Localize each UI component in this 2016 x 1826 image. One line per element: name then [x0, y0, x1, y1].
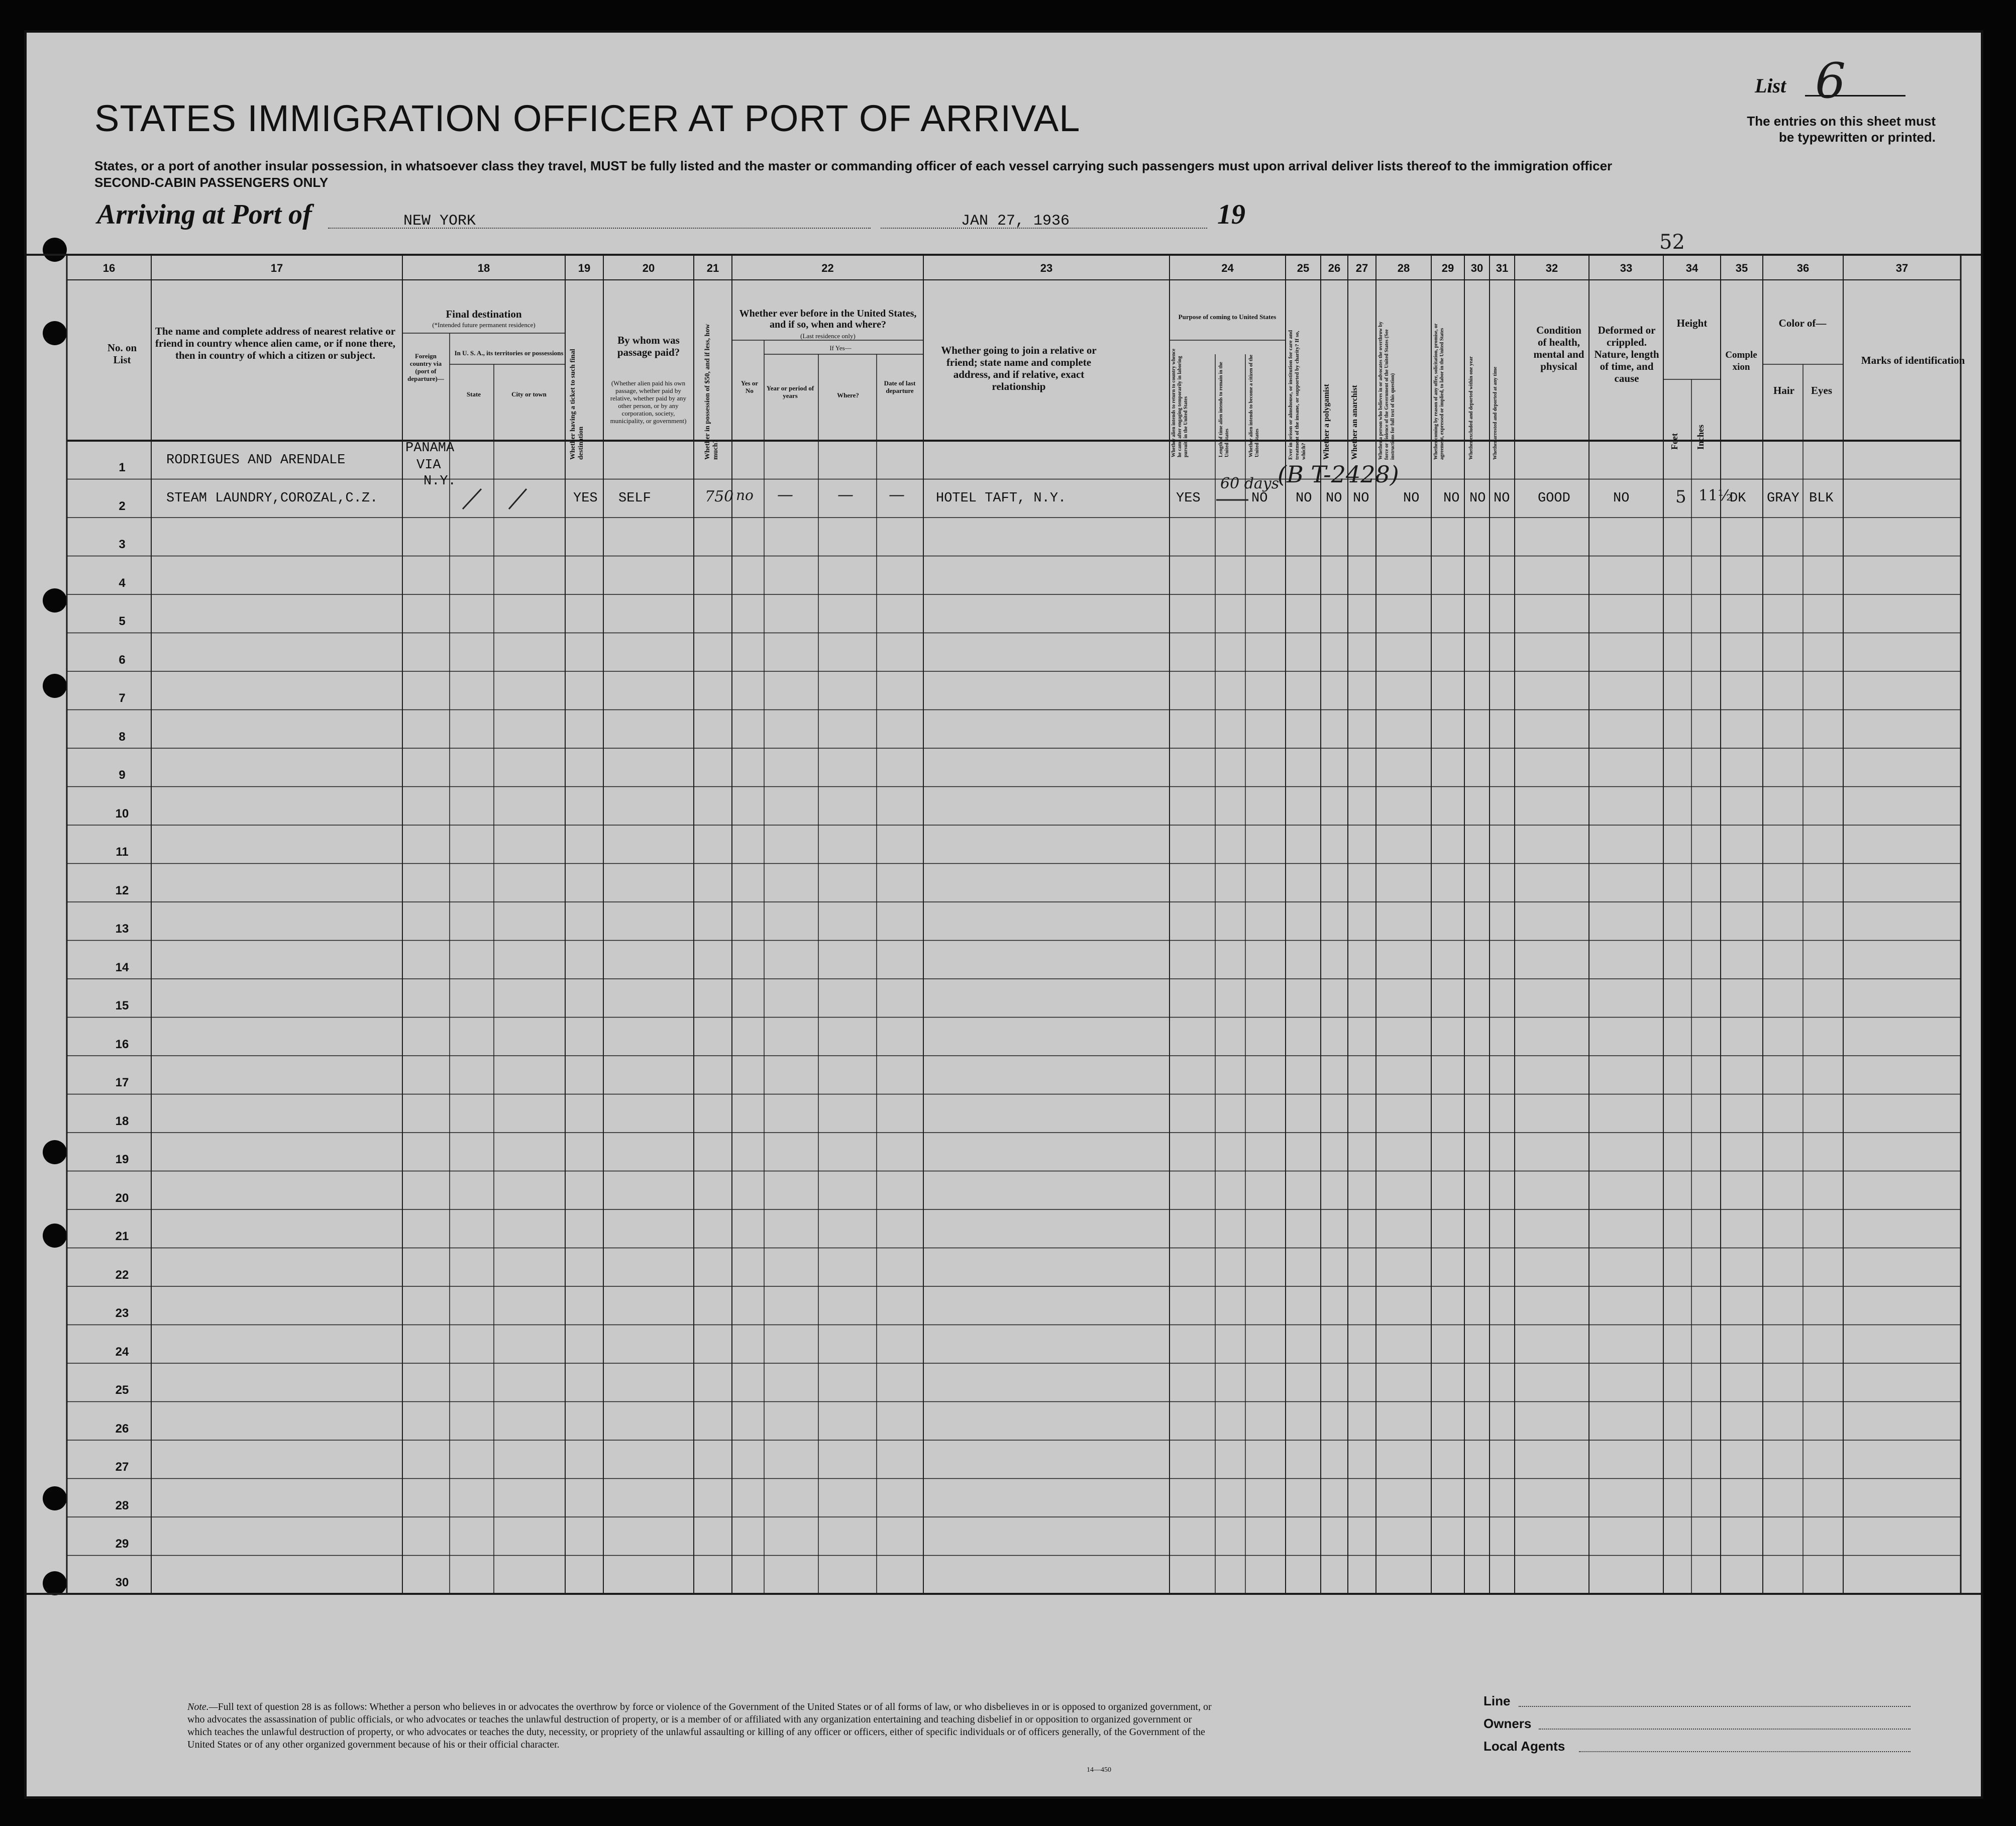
header-city: City or town: [511, 390, 547, 398]
row-number: 6: [119, 653, 126, 667]
header-if-yes: If Yes—: [829, 344, 852, 352]
entry-offer-labor: NO: [1443, 491, 1460, 506]
row-number: 18: [115, 1114, 129, 1128]
column-number: 26: [1328, 262, 1341, 274]
column-number: 16: [102, 262, 116, 274]
header-height: Height: [1676, 317, 1708, 329]
header-year: Year or period of years: [766, 384, 814, 399]
page-number: 52: [1659, 231, 1685, 254]
column-number: 21: [706, 262, 719, 274]
header-ever-before: Whether ever before in the United States, and if so, when and where?: [739, 308, 917, 330]
entry-polygamist: NO: [1326, 491, 1342, 506]
entry-excluded: NO: [1469, 491, 1486, 506]
entry-strike-mark: [1215, 495, 1250, 505]
column-number: 32: [1545, 262, 1558, 274]
header-color-of: Color of—: [1778, 317, 1827, 329]
manifest-sheet: [24, 30, 1983, 1799]
header-ever-before-note: (Last residence only): [800, 332, 856, 340]
header-excluded: Whether excluded and deported within one year: [1468, 356, 1474, 460]
row-number: 24: [115, 1345, 129, 1359]
subtitle: States, or a port of another insular possession, in whatsoever class they travel, MUST be fully listed and the master or commanding officer of each vessel carrying such passengers must upon arrival deliver lists thereof to the immigration officer: [94, 158, 1613, 173]
row-number: 29: [115, 1537, 129, 1551]
entries-note-line: The entries on this sheet must: [1747, 114, 1936, 129]
row-number: 25: [115, 1383, 129, 1397]
form-code: 14—450: [1087, 1766, 1111, 1774]
entry-relative-line1: RODRIGUES AND ARENDALE: [166, 453, 346, 468]
entry-money-extra: no: [736, 487, 754, 503]
entries-note-line: be typewritten or printed.: [1778, 130, 1936, 145]
column-number: 24: [1221, 262, 1234, 274]
entry-hair: GRAY: [1767, 491, 1799, 506]
agents-fill: [1579, 1751, 1911, 1752]
entry-going-to-join: HOTEL TAFT, N.Y.: [936, 491, 1067, 506]
header-join-relative: Whether going to join a relative or friend; state name and complete address, and if relative, exact relationship: [941, 344, 1097, 392]
header-nearest-relative: The name and complete address of nearest relative or friend in country whence alien came, or if none there, then in country of which a citizen or subject.: [155, 325, 396, 361]
header-health: Condition of health, mental and physical: [1533, 324, 1584, 372]
port-value: NEW YORK: [403, 213, 476, 230]
header-offer-labor: Whether coming by reason of any offer, solicitation, promise, or agreement, expressed or implied, to labor in the United States: [1433, 323, 1445, 460]
entry-prison: NO: [1296, 491, 1312, 506]
column-number: 20: [642, 262, 655, 274]
column-number: 29: [1441, 262, 1454, 274]
column-number: 19: [578, 262, 591, 274]
header-become-citizen: Whether alien intends to become a citizen of the United States: [1248, 354, 1260, 457]
row-number: 16: [115, 1037, 129, 1051]
row-number: 26: [115, 1422, 129, 1436]
entry-arrested: NO: [1494, 491, 1510, 506]
header-where: Where?: [837, 391, 859, 399]
row-number: 23: [115, 1306, 129, 1320]
owners-fill: [1539, 1729, 1911, 1730]
header-final-destination-note: (*Intended future permanent residence): [432, 321, 536, 329]
agents-label: Local Agents: [1483, 1739, 1565, 1754]
column-number: 36: [1796, 262, 1810, 274]
header-in-usa: In U. S. A., its territories or possessions: [454, 349, 564, 357]
row-number: 1: [119, 461, 126, 474]
entry-foreign-port: N.Y.: [423, 474, 456, 489]
header-eyes: Eyes: [1811, 384, 1832, 396]
header-purpose-return: Whether alien intends to return to country whence he came after engaging temporarily in laboring pursuits in the United States: [1171, 348, 1189, 457]
row-number: 19: [115, 1153, 129, 1166]
row-number: 14: [115, 960, 129, 974]
entry-ever-before-where: —: [837, 485, 854, 504]
entry-health: GOOD: [1538, 491, 1570, 506]
entry-ever-before-year: —: [777, 485, 793, 504]
list-label: List: [1755, 74, 1786, 97]
column-number: 30: [1470, 262, 1483, 274]
header-polygamist: Whether a polygamist: [1322, 384, 1331, 460]
header-complexion: Complexion: [1725, 350, 1757, 372]
row-number: 15: [115, 999, 129, 1012]
header-passage-note: (Whether alien paid his own passage, whether paid by relative, whether paid by any other person, or by any corporation, society, municipality, or government): [610, 379, 687, 425]
entry-feet: 5: [1675, 487, 1686, 507]
row-number: 9: [119, 768, 126, 782]
entry-complexion: DK: [1730, 491, 1746, 506]
header-feet: Feet: [1669, 433, 1679, 450]
list-number: 6: [1815, 53, 1846, 109]
row-number: 17: [115, 1076, 129, 1089]
column-number: 23: [1040, 262, 1053, 274]
header-anarchist: Whether an anarchist: [1350, 385, 1359, 460]
column-number: 17: [270, 262, 283, 274]
footnote-label: Note.—: [187, 1701, 218, 1712]
header-arrested: Whether arrested and deported at any time: [1493, 366, 1498, 460]
row-number: 5: [119, 615, 126, 628]
date-value: JAN 27, 1936: [961, 213, 1070, 230]
entry-deformed: NO: [1613, 491, 1630, 506]
column-number: 37: [1895, 262, 1908, 274]
row-number: 8: [119, 730, 126, 744]
arriving-label: Arriving at Port of: [97, 199, 312, 230]
entry-purpose: YES: [1176, 491, 1201, 506]
page-title: STATES IMMIGRATION OFFICER AT PORT OF ARRIVAL: [94, 97, 1081, 139]
footnote: [187, 1701, 1217, 1751]
entry-passage-paid: SELF: [618, 491, 651, 506]
row-number: 3: [119, 538, 126, 551]
header-final-destination: Final destination: [446, 308, 522, 320]
line-label: Line: [1483, 1693, 1511, 1708]
entry-anarchist: NO: [1353, 491, 1369, 506]
header-length-of-stay: Length of time alien intends to remain in the United States: [1218, 362, 1230, 457]
row-number: 11: [116, 845, 129, 859]
ditto-mark-city: [509, 489, 526, 509]
entry-foreign-country: PANAMA: [405, 441, 455, 456]
column-number: 22: [821, 262, 834, 274]
owners-label: Owners: [1483, 1716, 1532, 1731]
column-number: 34: [1685, 262, 1699, 274]
header-purpose: Purpose of coming to United States: [1178, 313, 1277, 321]
year-prefix: 19: [1217, 199, 1245, 230]
row-number: 30: [115, 1575, 129, 1589]
entry-inches: 11½: [1699, 487, 1733, 504]
header-overthrow: Whether a person who believes in or advocates the overthrow by force or violence of the Government of the United States (See instructions for full text of this question): [1378, 322, 1396, 460]
line-fill: [1519, 1706, 1911, 1707]
column-number: 31: [1496, 262, 1509, 274]
header-inches: Inches: [1695, 424, 1706, 450]
row-number: 4: [119, 576, 126, 590]
manifest-grid: [27, 33, 1981, 1796]
row-number: 27: [115, 1460, 129, 1474]
header-deformed: Deformed or crippled. Nature, length of time, and cause: [1594, 324, 1659, 384]
column-number: 27: [1355, 262, 1368, 274]
row-number: 13: [115, 922, 129, 936]
ditto-mark-state: [463, 489, 481, 509]
entry-annotation: (B T-2428): [1278, 461, 1399, 488]
footnote-text: Full text of question 28 is as follows: Whether a person who believes in or advocates the overthrow by force or violence of the Government of the United States or of all forms of law, or who disbelieves in or is opposed to organized government, or who advocates the assassination of public officials, or who advocates or teaches the unlawful destruction of property, or is a member of or affiliated with any organization entertaining and teaching disbelief in or opposition to organized government or which teaches the unlawful destruction of property, or who advocates or teaches the duty, necessity, or propriety of the unlawful assaulting or killing of any officer or officers, either of specific individuals or of officers generally, of the Government of the United States or of any other organized government because of his or their official character.: [187, 1701, 1212, 1750]
entry-money: 750: [705, 488, 734, 505]
header-passage-paid: By whom was passage paid?: [617, 334, 680, 358]
entry-length-of-stay: 60 days: [1220, 475, 1280, 492]
entry-eyes: BLK: [1809, 491, 1834, 506]
header-money: Whether in possession of $50, and if less, how much?: [704, 324, 719, 460]
header-state: State: [466, 390, 481, 398]
row-number: 20: [115, 1191, 129, 1205]
row-number: 22: [115, 1268, 129, 1282]
header-no-on-list: No. on List: [107, 342, 137, 366]
entry-foreign-via: VIA: [416, 458, 441, 473]
header-prison: Ever in prison or almshouse, or institution for care and treatment of the insane, or supported by charity? If so, which?: [1288, 330, 1307, 460]
row-number: 7: [119, 691, 126, 705]
column-number: 25: [1297, 262, 1310, 274]
header-ticket: Whether having a ticket to such final destination: [569, 349, 585, 460]
entry-ditto-marks: [459, 485, 559, 515]
column-number: 33: [1620, 262, 1633, 274]
entry-overthrow: NO: [1403, 491, 1420, 506]
class-line: SECOND-CABIN PASSENGERS ONLY: [94, 175, 329, 190]
header-marks: Marks of identification: [1861, 354, 1965, 366]
row-number: 28: [115, 1498, 129, 1512]
row-number: 10: [115, 806, 129, 821]
header-last-departure: Date of last departure: [884, 379, 916, 394]
entry-citizen: NO: [1251, 491, 1268, 506]
column-number: 35: [1735, 262, 1748, 274]
header-hair: Hair: [1773, 384, 1794, 396]
column-number: 28: [1397, 262, 1410, 274]
column-number: 18: [477, 262, 490, 274]
row-number: 21: [115, 1230, 129, 1243]
entry-ever-before-date: —: [889, 485, 905, 504]
entry-ticket: YES: [573, 491, 598, 506]
row-number: 2: [119, 499, 126, 513]
header-yes-no: Yes or No: [740, 379, 759, 394]
row-number: 12: [115, 883, 129, 897]
header-foreign-country: Foreign country via (port of departure)—: [407, 352, 444, 382]
entry-relative-line2: STEAM LAUNDRY,COROZAL,C.Z.: [166, 491, 378, 506]
